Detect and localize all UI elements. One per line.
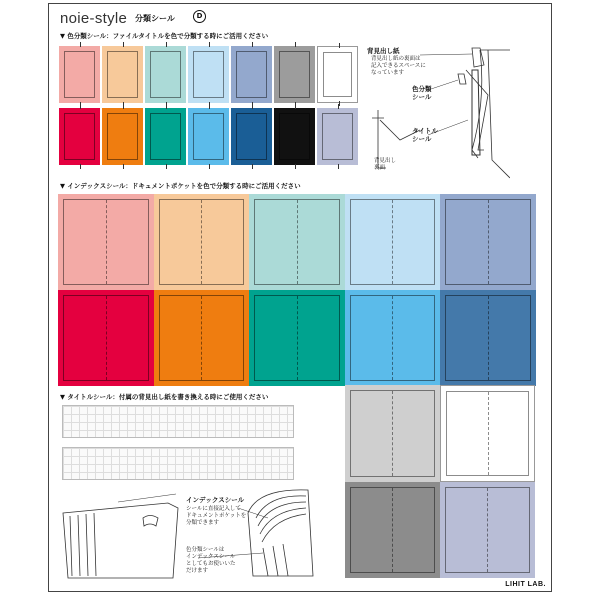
title-seal-strip-1 <box>62 405 294 438</box>
title-seal-label: タイトル シール <box>412 127 438 143</box>
spine-paper-label: 背見出し紙 <box>367 47 400 55</box>
title-seal-strip-2 <box>62 447 294 480</box>
brand-name: noie-style <box>60 10 128 27</box>
index-seal-section-title: ▼ インデックスシール：ドキュメントポケットを色で分類する時にご活用ください <box>60 182 301 190</box>
index-seal-swatch <box>345 482 440 578</box>
color-seal-swatch <box>188 46 229 103</box>
index-seal-swatch <box>58 194 154 290</box>
color-seal-swatch <box>317 108 358 165</box>
color-seal-swatch <box>317 46 358 103</box>
sheet-subtitle: 分類シール <box>135 14 175 23</box>
color-seal-swatch <box>274 108 315 165</box>
index-seal-label: インデックスシール <box>186 496 245 504</box>
variant-badge: D <box>193 10 206 23</box>
index-seal-swatch <box>58 290 154 386</box>
color-seal-swatch <box>145 46 186 103</box>
color-seal-swatch <box>231 108 272 165</box>
color-seal-swatch <box>59 46 100 103</box>
color-seal-swatch <box>59 108 100 165</box>
index-seal-swatch <box>440 194 536 290</box>
color-seal-label: 色分類 シール <box>412 85 432 101</box>
index-seal-swatch <box>154 290 250 386</box>
color-seal-swatch <box>188 108 229 165</box>
index-seal-swatch <box>345 290 441 386</box>
color-seal-swatch <box>274 46 315 103</box>
index-seal-swatch <box>249 194 345 290</box>
index-seal-swatch <box>440 482 535 578</box>
lihit-lab-logo: LIHIT LAB. <box>505 581 546 588</box>
title-seal-section-title: ▼ タイトルシール：付属の背見出し紙を書き換える時にご使用ください <box>60 393 269 401</box>
index-seal-swatch <box>249 290 345 386</box>
index-seal-note: シールに直接記入して ドキュメントポケットを 分類できます <box>186 506 247 526</box>
index-seal-swatch <box>345 194 441 290</box>
spine-note: 背見出し紙の裏面は 記入できるスペースに なっています <box>371 56 426 76</box>
index-seal-swatch <box>154 194 250 290</box>
color-seal-section-title: ▼ 色分類シール：ファイルタイトルを色で分類する時にご活用ください <box>60 32 269 40</box>
color-seal-swatch <box>102 108 143 165</box>
color-seal-swatch <box>102 46 143 103</box>
index-seal-swatch <box>345 385 440 482</box>
spine-back-label: 背見出し 裏面 <box>374 158 397 171</box>
index-seal-swatch <box>440 385 535 482</box>
color-seal-swatch <box>145 108 186 165</box>
color-seal-index-note: 色分類シールは インデックスシール としてもお使いいた だけます <box>186 547 236 574</box>
index-seal-swatch <box>440 290 536 386</box>
color-seal-swatch <box>231 46 272 103</box>
